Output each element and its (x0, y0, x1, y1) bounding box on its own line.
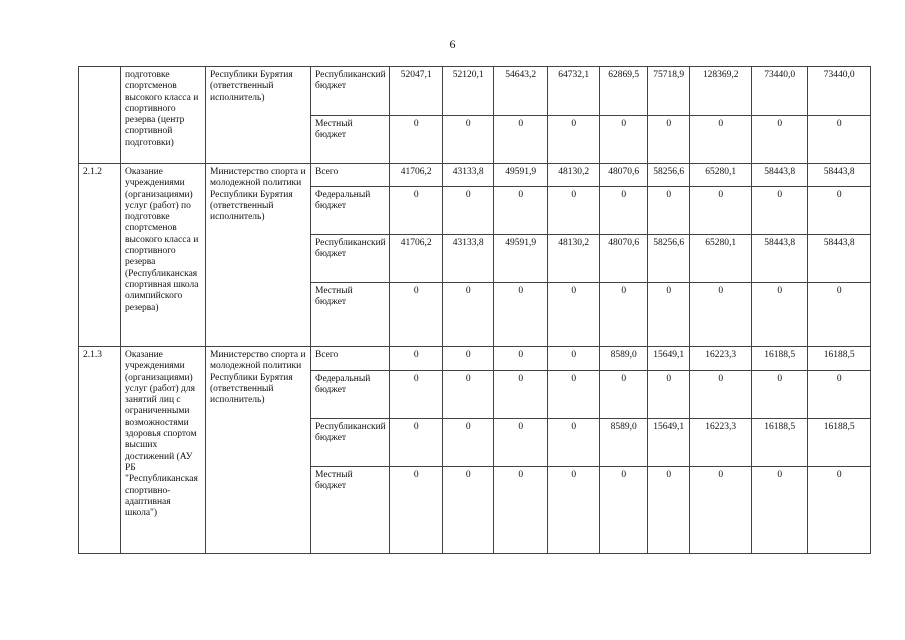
amount-cell: 54643,2 (493, 67, 547, 116)
amount-cell: 0 (647, 371, 689, 419)
amount-cell: 0 (442, 467, 493, 554)
amount-cell: 0 (599, 187, 647, 235)
amount-cell: 0 (442, 371, 493, 419)
amount-cell: 16188,5 (751, 419, 807, 467)
amount-cell: 43133,8 (442, 164, 493, 187)
amount-cell: 0 (751, 116, 807, 164)
amount-cell: 0 (547, 283, 599, 347)
amount-cell: 0 (647, 116, 689, 164)
amount-cell: 0 (807, 283, 870, 347)
amount-cell: 0 (493, 419, 547, 467)
budget-table (78, 66, 871, 554)
amount-cell: 0 (389, 116, 442, 164)
amount-cell: 0 (442, 187, 493, 235)
funding-source: Местный бюджет (311, 467, 390, 554)
amount-cell: 73440,0 (807, 67, 870, 116)
amount-cell: 0 (389, 467, 442, 554)
amount-cell: 0 (689, 371, 751, 419)
table-row (79, 67, 871, 116)
amount-cell: 48130,2 (547, 235, 599, 283)
item-executor: Министерство спорта и молодежной политики Республики Бурятия (ответственный исполнитель) (206, 164, 311, 347)
amount-cell: 0 (442, 347, 493, 371)
amount-cell: 0 (493, 467, 547, 554)
amount-cell: 0 (647, 283, 689, 347)
item-executor: Министерство спорта и молодежной политики Республики Бурятия (ответственный исполнитель) (206, 347, 311, 554)
amount-cell: 16223,3 (689, 419, 751, 467)
amount-cell: 8589,0 (599, 347, 647, 371)
funding-source: Республиканский бюджет (311, 235, 390, 283)
amount-cell: 16223,3 (689, 347, 751, 371)
amount-cell: 0 (493, 116, 547, 164)
amount-cell: 0 (389, 419, 442, 467)
amount-cell: 0 (807, 116, 870, 164)
amount-cell: 0 (807, 371, 870, 419)
amount-cell: 41706,2 (389, 235, 442, 283)
amount-cell: 0 (751, 371, 807, 419)
amount-cell: 0 (647, 467, 689, 554)
amount-cell: 65280,1 (689, 235, 751, 283)
amount-cell: 58443,8 (751, 235, 807, 283)
table-row (79, 164, 871, 187)
amount-cell: 0 (389, 347, 442, 371)
amount-cell: 8589,0 (599, 419, 647, 467)
amount-cell: 0 (807, 467, 870, 554)
funding-source: Местный бюджет (311, 283, 390, 347)
amount-cell: 49591,9 (493, 164, 547, 187)
amount-cell: 62869,5 (599, 67, 647, 116)
amount-cell: 0 (442, 419, 493, 467)
amount-cell: 0 (442, 116, 493, 164)
amount-cell: 58256,6 (647, 164, 689, 187)
amount-cell: 65280,1 (689, 164, 751, 187)
funding-source: Федеральный бюджет (311, 371, 390, 419)
amount-cell: 0 (599, 467, 647, 554)
item-name: Оказание учреждениями (организациями) услуг (работ) для занятий лиц с ограниченными возможностями здоровья спортом высших достижений (АУ РБ "Республиканская спортивно-адаптивная школа") (121, 347, 206, 554)
amount-cell: 15649,1 (647, 419, 689, 467)
funding-source: Местный бюджет (311, 116, 390, 164)
amount-cell: 0 (751, 187, 807, 235)
amount-cell: 43133,8 (442, 235, 493, 283)
amount-cell: 128369,2 (689, 67, 751, 116)
amount-cell: 0 (689, 187, 751, 235)
amount-cell: 16188,5 (807, 419, 870, 467)
amount-cell: 15649,1 (647, 347, 689, 371)
item-name: подготовке спортсменов высокого класса и спортивного резерва (центр спортивной подготовки) (121, 67, 206, 164)
amount-cell: 0 (599, 283, 647, 347)
amount-cell: 48130,2 (547, 164, 599, 187)
funding-source: Республиканский бюджет (311, 419, 390, 467)
amount-cell: 58443,8 (751, 164, 807, 187)
amount-cell: 73440,0 (751, 67, 807, 116)
amount-cell: 0 (547, 116, 599, 164)
amount-cell: 52047,1 (389, 67, 442, 116)
table-row (79, 347, 871, 371)
item-name: Оказание учреждениями (организациями) услуг (работ) по подготовке спортсменов высокого класса и спортивного резерва (Республиканская спортивная школа олимпийского резерва) (121, 164, 206, 347)
amount-cell: 0 (389, 371, 442, 419)
amount-cell: 0 (751, 467, 807, 554)
funding-source: Всего (311, 347, 390, 371)
amount-cell: 0 (547, 419, 599, 467)
amount-cell: 64732,1 (547, 67, 599, 116)
funding-source: Республиканский бюджет (311, 67, 390, 116)
item-code (79, 67, 121, 164)
item-code: 2.1.3 (79, 347, 121, 554)
amount-cell: 0 (493, 283, 547, 347)
item-executor: Республики Бурятия (ответственный исполнитель) (206, 67, 311, 164)
amount-cell: 58443,8 (807, 235, 870, 283)
amount-cell: 41706,2 (389, 164, 442, 187)
amount-cell: 0 (493, 347, 547, 371)
amount-cell: 0 (493, 371, 547, 419)
amount-cell: 58443,8 (807, 164, 870, 187)
amount-cell: 0 (389, 187, 442, 235)
amount-cell: 0 (547, 187, 599, 235)
amount-cell: 75718,9 (647, 67, 689, 116)
amount-cell: 0 (547, 467, 599, 554)
amount-cell: 16188,5 (751, 347, 807, 371)
amount-cell: 48070,6 (599, 235, 647, 283)
amount-cell: 0 (599, 371, 647, 419)
funding-source: Федеральный бюджет (311, 187, 390, 235)
amount-cell: 0 (493, 187, 547, 235)
amount-cell: 16188,5 (807, 347, 870, 371)
amount-cell: 58256,6 (647, 235, 689, 283)
item-code: 2.1.2 (79, 164, 121, 347)
page-number: 6 (449, 37, 456, 51)
amount-cell: 0 (689, 283, 751, 347)
amount-cell: 0 (689, 116, 751, 164)
funding-source: Всего (311, 164, 390, 187)
amount-cell: 0 (807, 187, 870, 235)
amount-cell: 0 (442, 283, 493, 347)
amount-cell: 0 (647, 187, 689, 235)
amount-cell: 52120,1 (442, 67, 493, 116)
amount-cell: 0 (599, 116, 647, 164)
amount-cell: 48070,6 (599, 164, 647, 187)
amount-cell: 49591,9 (493, 235, 547, 283)
amount-cell: 0 (547, 371, 599, 419)
amount-cell: 0 (547, 347, 599, 371)
amount-cell: 0 (751, 283, 807, 347)
amount-cell: 0 (389, 283, 442, 347)
amount-cell: 0 (689, 467, 751, 554)
